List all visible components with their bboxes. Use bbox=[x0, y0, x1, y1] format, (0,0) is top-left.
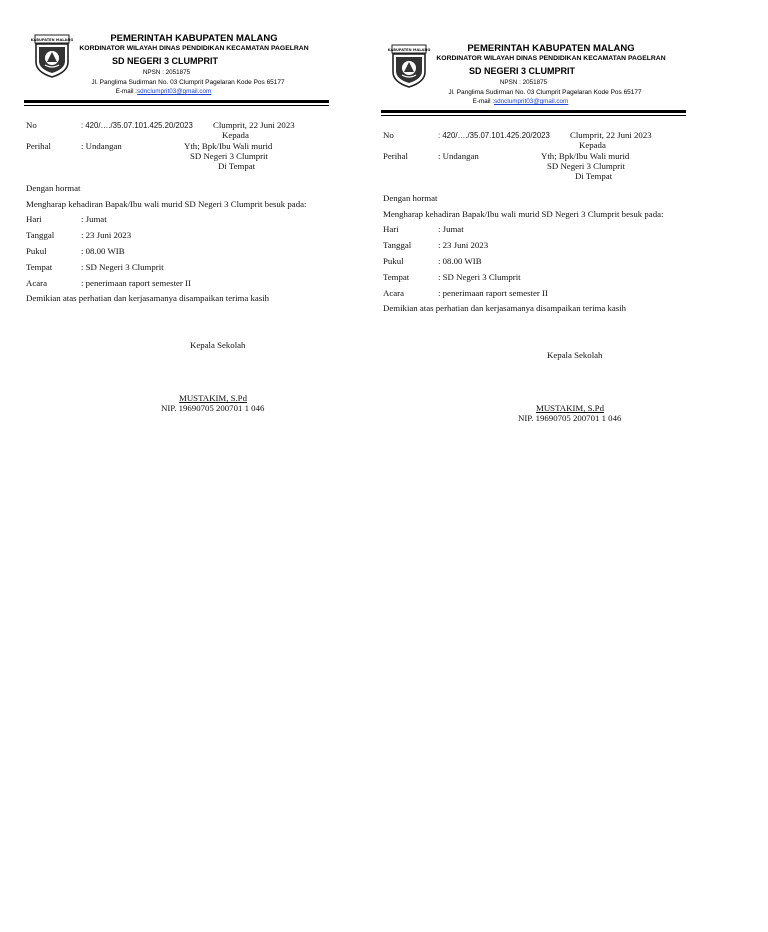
letterhead-divider bbox=[381, 110, 686, 113]
signatory-title: Kepala Sekolah bbox=[547, 350, 603, 360]
detail-label: Hari bbox=[383, 224, 399, 234]
signatory-title: Kepala Sekolah bbox=[190, 340, 246, 350]
no-value: : 420/…./35.07.101.425.20/2023 bbox=[438, 131, 550, 140]
letterhead-divider bbox=[24, 100, 329, 103]
detail-value: : Jumat bbox=[81, 214, 107, 224]
signatory-name: MUSTAKIM, S.Pd bbox=[179, 393, 247, 403]
no-value: : 420/…./35.07.101.425.20/2023 bbox=[81, 121, 193, 130]
letterhead-office: KORDINATOR WILAYAH DINAS PENDIDIKAN KECAMATAN PAGELRAN bbox=[79, 45, 309, 52]
email-link[interactable]: sdnclumprit03@gmail.com bbox=[137, 88, 212, 95]
letterhead-school: SD NEGERI 3 CLUMPRIT bbox=[468, 66, 575, 76]
letterhead-government: PEMERINTAH KABUPATEN MALANG bbox=[467, 43, 635, 54]
recipient-line-1: Yth; Bpk/Ibu Wali murid bbox=[184, 141, 273, 151]
greeting: Dengan hormat bbox=[26, 183, 81, 193]
detail-value: : 08.00 WIB bbox=[438, 256, 482, 266]
detail-value: : 08.00 WIB bbox=[81, 246, 125, 256]
recipient-line-2: SD Negeri 3 Clumprit bbox=[190, 151, 268, 161]
perihal-label: Perihal bbox=[383, 151, 408, 161]
letterhead-divider-thin bbox=[24, 105, 329, 106]
perihal-value: : Undangan bbox=[438, 151, 479, 161]
letterhead bbox=[381, 42, 691, 112]
detail-label: Acara bbox=[383, 288, 404, 298]
place-date: Clumprit, 22 Juni 2023 bbox=[213, 120, 295, 130]
letterhead-address: Jl. Panglima Sudirman No. 03 Clumprit Pagelaran Kode Pos 65177 bbox=[448, 88, 642, 96]
closing-text: Demikian atas perhatian dan kerjasamanya disampaikan terima kasih bbox=[383, 303, 627, 313]
email-link[interactable]: sdnclumprit03@gmail.com bbox=[494, 98, 569, 105]
detail-value: : 23 Juni 2023 bbox=[81, 230, 132, 240]
detail-value: : SD Negeri 3 Clumprit bbox=[438, 272, 521, 282]
perihal-value: : Undangan bbox=[81, 141, 122, 151]
no-label: No bbox=[26, 120, 37, 130]
svg-text:KABUPATEN MALANG: KABUPATEN MALANG bbox=[30, 38, 74, 42]
letterhead-government: PEMERINTAH KABUPATEN MALANG bbox=[110, 33, 278, 44]
letterhead-email bbox=[411, 98, 691, 105]
recipient-line-3: Di Tempat bbox=[575, 171, 613, 181]
detail-value: : SD Negeri 3 Clumprit bbox=[81, 262, 164, 272]
perihal-label: Perihal bbox=[26, 141, 51, 151]
detail-label: Tanggal bbox=[383, 240, 412, 250]
detail-value: : 23 Juni 2023 bbox=[438, 240, 489, 250]
letterhead-address: Jl. Panglima Sudirman No. 03 Clumprit Pagelaran Kode Pos 65177 bbox=[91, 78, 285, 86]
recipient-line-1: Yth; Bpk/Ibu Wali murid bbox=[541, 151, 630, 161]
letterhead-divider-thin bbox=[381, 115, 686, 116]
no-label: No bbox=[383, 130, 394, 140]
intro-text: Mengharap kehadiran Bapak/Ibu wali murid SD Negeri 3 Clumprit besuk pada: bbox=[26, 199, 307, 209]
recipient-line-2: SD Negeri 3 Clumprit bbox=[547, 161, 625, 171]
recipient-line-3: Di Tempat bbox=[218, 161, 256, 171]
detail-label: Tempat bbox=[26, 262, 53, 272]
detail-label: Tempat bbox=[383, 272, 410, 282]
letterhead-npsn: NPSN : 2051875 bbox=[142, 69, 191, 76]
detail-value: : penerimaan raport semester II bbox=[81, 278, 191, 288]
invitation-letter bbox=[381, 42, 691, 423]
detail-label: Tanggal bbox=[26, 230, 55, 240]
signatory-name: MUSTAKIM, S.Pd bbox=[536, 403, 604, 413]
detail-label: Pukul bbox=[26, 246, 47, 256]
intro-text: Mengharap kehadiran Bapak/Ibu wali murid SD Negeri 3 Clumprit besuk pada: bbox=[383, 209, 664, 219]
invitation-letter bbox=[24, 32, 334, 413]
detail-value: : Jumat bbox=[438, 224, 464, 234]
detail-label: Acara bbox=[26, 278, 47, 288]
letterhead-email bbox=[54, 88, 334, 95]
letterhead-office: KORDINATOR WILAYAH DINAS PENDIDIKAN KECAMATAN PAGELRAN bbox=[436, 55, 666, 62]
detail-label: Pukul bbox=[383, 256, 404, 266]
email-label: E-mail : bbox=[115, 88, 138, 95]
place-date: Clumprit, 22 Juni 2023 bbox=[570, 130, 652, 140]
letterhead-npsn: NPSN : 2051875 bbox=[499, 79, 548, 86]
greeting: Dengan hormat bbox=[383, 193, 438, 203]
letterhead-school: SD NEGERI 3 CLUMPRIT bbox=[111, 56, 218, 66]
letterhead bbox=[24, 32, 334, 102]
detail-label: Hari bbox=[26, 214, 42, 224]
signatory-nip: NIP. 19690705 200701 1 046 bbox=[518, 413, 622, 423]
kepada: Kepada bbox=[222, 130, 249, 140]
svg-text:KABUPATEN MALANG: KABUPATEN MALANG bbox=[387, 48, 431, 52]
detail-value: : penerimaan raport semester II bbox=[438, 288, 548, 298]
signatory-nip: NIP. 19690705 200701 1 046 bbox=[161, 403, 265, 413]
closing-text: Demikian atas perhatian dan kerjasamanya disampaikan terima kasih bbox=[26, 293, 270, 303]
kepada: Kepada bbox=[579, 140, 606, 150]
email-label: E-mail : bbox=[472, 98, 495, 105]
